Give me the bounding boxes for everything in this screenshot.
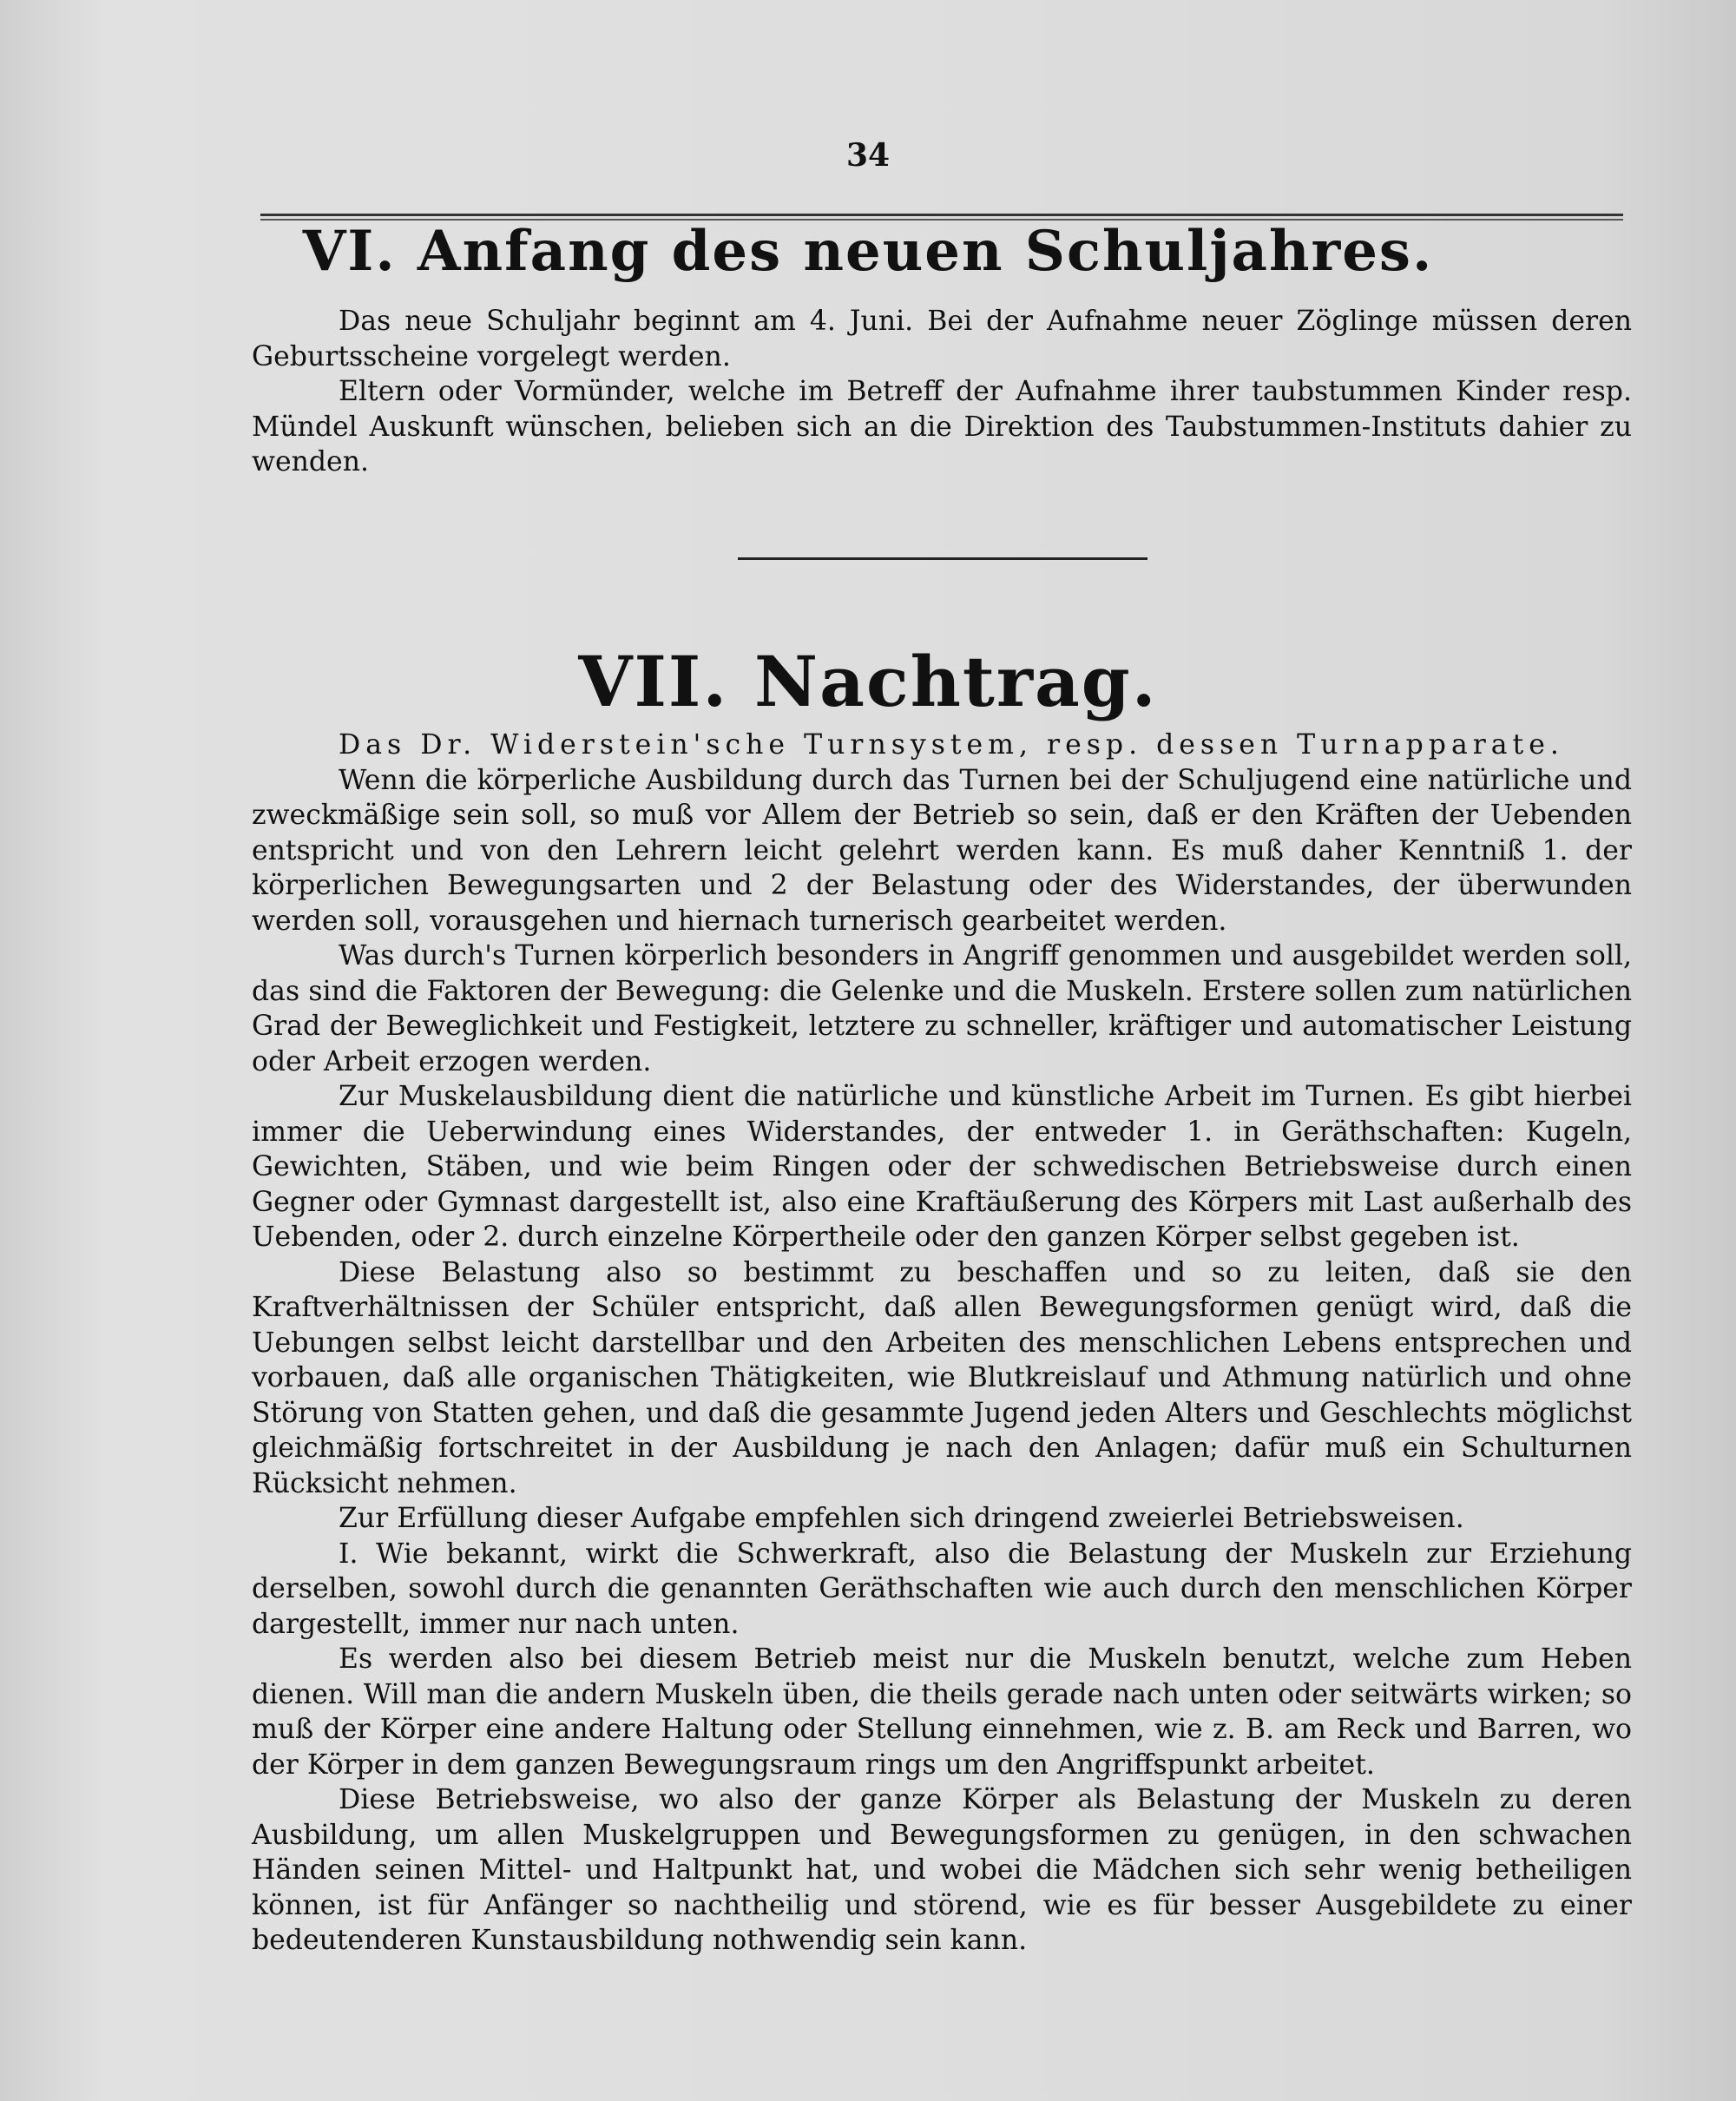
header-rule: [260, 214, 1623, 216]
section-vii-paragraph-3: Zur Muskelausbildung dient die natürliche und künstliche Arbeit im Turnen. Es gibt hierbei immer die Ueberwindung eines Widerstandes, der entweder 1. in Geräthschaften: Kugeln, Gewichten, Stäben, und wie beim Ringen oder der schwedischen Betriebsweise durch einen Gegner oder Gymnast dargestellt ist, also eine Kraftäußerung des Körpers mit Last außerhalb des Uebenden, oder 2. durch einzelne Körpertheile oder den ganzen Körper selbst gegeben ist.: [252, 1081, 1632, 1253]
section-vi-title: VI. Anfang des neuen Schuljahres.: [302, 219, 1434, 284]
section-vii-paragraph-2: Was durch's Turnen körperlich besonders in Angriff genommen und ausgebildet werden soll, das sind die Faktoren der Bewegung: die Gelenke und die Muskeln. Erstere sollen zum natürlichen Grad der Beweglichkeit und Festigkeit, letztere zu schneller, kräftiger und automatischer Leistung oder Arbeit erzogen werden.: [252, 940, 1632, 1077]
section-vii-subtitle: Das Dr. Widerstein'sche Turnsystem, resp. dessen Turnapparate.: [339, 729, 1564, 761]
section-vii-body: [252, 728, 1632, 1959]
section-divider: [738, 557, 1147, 560]
section-vii-paragraph-1: Wenn die körperliche Ausbildung durch das Turnen bei der Schuljugend eine natürliche und zweckmäßige sein soll, so muß vor Allem der Betrieb so sein, daß er den Kräften der Uebenden entspricht und von den Lehrern leicht gelehrt werden kann. Es muß daher Kenntniß 1. der körperlichen Bewegungsarten und 2 der Belastung oder des Widerstandes, der überwunden werden soll, vorausgehen und hiernach turnerisch gearbeitet werden.: [252, 764, 1632, 937]
section-vii-paragraph-5: Zur Erfüllung dieser Aufgabe empfehlen sich dringend zweierlei Betriebsweisen.: [339, 1503, 1464, 1534]
section-vii-paragraph-4: Diese Belastung also so bestimmt zu beschaffen und so zu leiten, daß sie den Kraftverhältnissen der Schüler entspricht, daß allen Bewegungsformen genügt wird, daß die Uebungen selbst leicht darstellbar und den Arbeiten des menschlichen Lebens entsprechen und vorbauen, daß alle organischen Thätigkeiten, wie Blutkreislauf und Athmung natürlich und ohne Störung von Statten gehen, und daß die gesammte Jugend jeden Alters und Geschlechts möglichst gleichmäßig fortschreitet in der Ausbildung je nach den Anlagen; dafür muß ein Schulturnen Rücksicht nehmen.: [252, 1256, 1632, 1499]
page-number: 34: [845, 137, 891, 174]
section-vi-paragraph-2: Eltern oder Vormünder, welche im Betreff der Aufnahme ihrer taubstummen Kinder resp. Mündel Auskunft wünschen, belieben sich an die Direktion des Taubstummen-Instituts dahier zu wenden.: [252, 376, 1632, 478]
section-vii-paragraph-8: Diese Betriebsweise, wo also der ganze Körper als Belastung der Muskeln zu deren Ausbildung, um allen Muskelgruppen und Bewegungsformen zu genügen, in den schwachen Händen seinen Mittel- und Haltpunkt hat, und wobei die Mädchen sich sehr wenig betheiligen können, ist für Anfänger so nachtheilig und störend, wie es für besser Ausgebildete zu einer bedeutenderen Kunstausbildung nothwendig sein kann.: [252, 1784, 1632, 1956]
section-vii-paragraph-7: Es werden also bei diesem Betrieb meist nur die Muskeln benutzt, welche zum Heben dienen. Will man die andern Muskeln üben, die theils gerade nach unten oder seitwärts wirken; so muß der Körper eine andere Haltung oder Stellung einnehmen, wie z. B. am Reck und Barren, wo der Körper in dem ganzen Bewegungsraum rings um den Angriffspunkt arbeitet.: [252, 1643, 1632, 1781]
section-vi-paragraph-1: Das neue Schuljahr beginnt am 4. Juni. Bei der Aufnahme neuer Zöglinge müssen deren Geburtsscheine vorgelegt werden.: [252, 306, 1632, 372]
section-vi-body: [252, 304, 1632, 480]
section-vii-title: VII. Nachtrag.: [578, 641, 1158, 722]
section-vii-paragraph-6: I. Wie bekannt, wirkt die Schwerkraft, also die Belastung der Muskeln zur Erziehung derselben, sowohl durch die genannten Geräthschaften wie auch durch den menschlichen Körper dargestellt, immer nur nach unten.: [252, 1538, 1632, 1640]
